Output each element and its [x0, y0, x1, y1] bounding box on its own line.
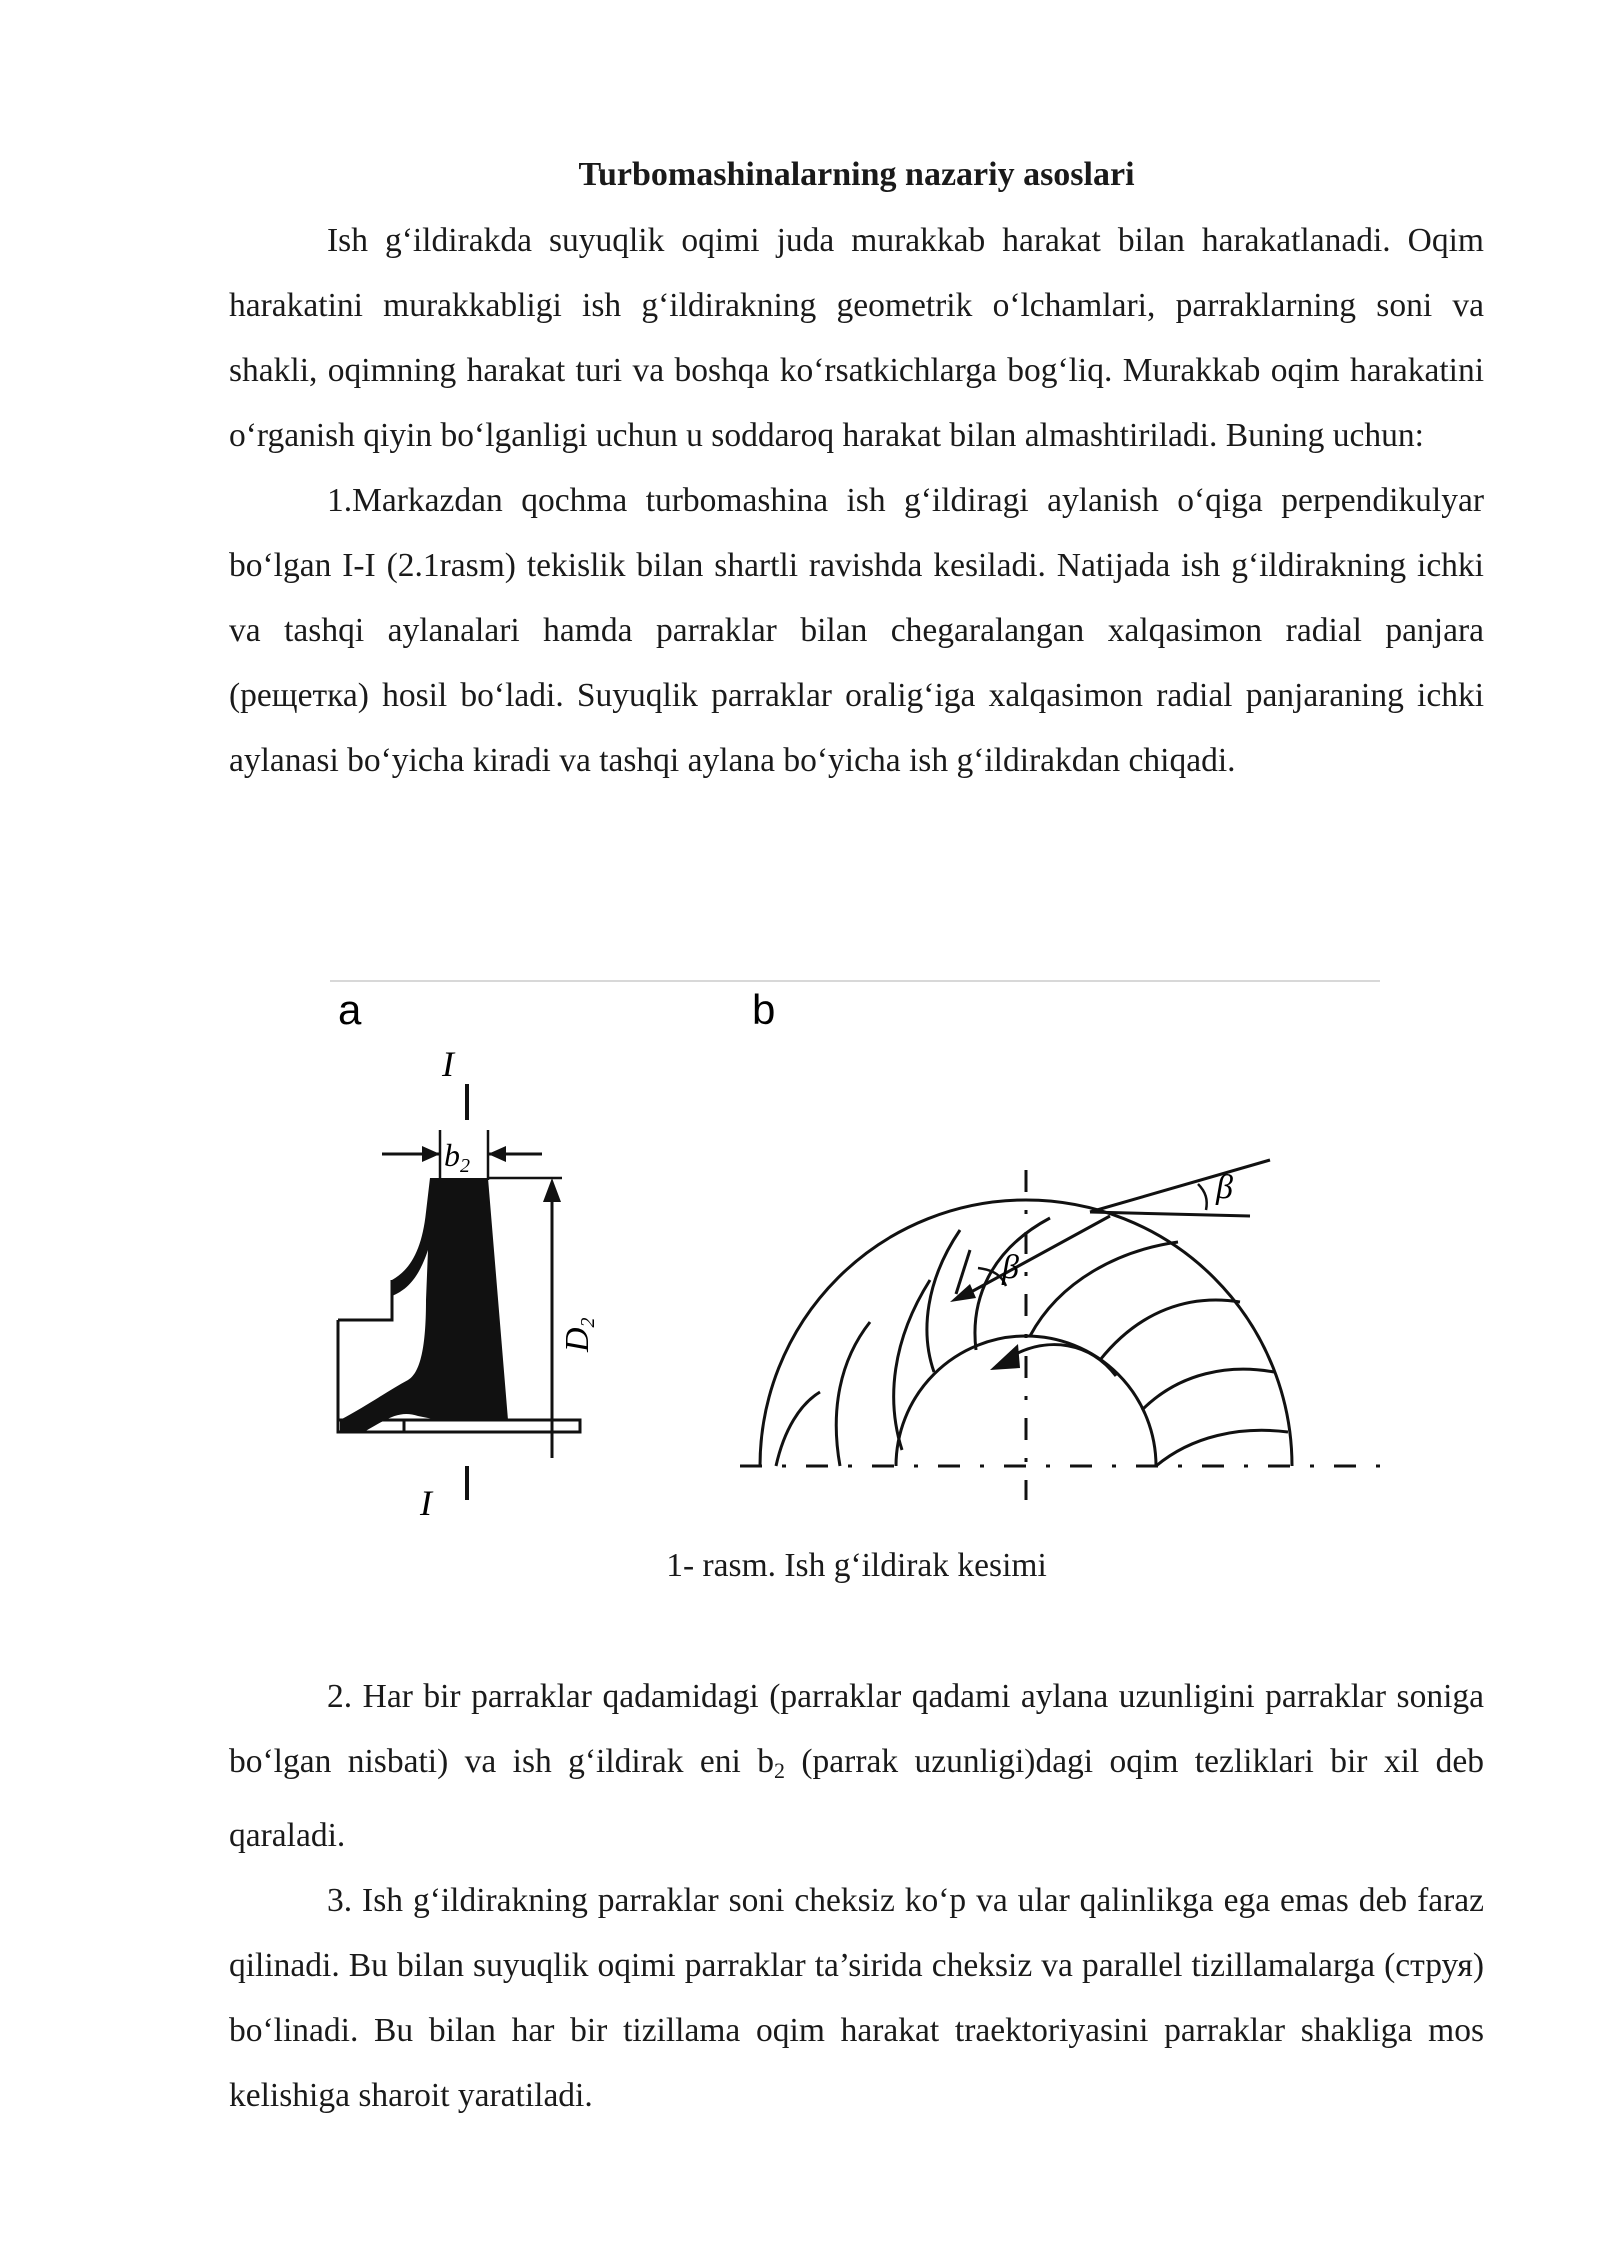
blade	[836, 1322, 870, 1466]
panel-a-label: a	[338, 986, 362, 1033]
hub-step	[338, 1280, 392, 1320]
lower-text	[229, 1664, 1484, 2128]
inlet-velocity-arrowhead	[950, 1284, 976, 1302]
width-arrowhead-right	[488, 1146, 506, 1162]
paragraph-step-2-text-end: (parrak uzunligi)dagi oqim tezliklari bir xil deb qaraladi.	[229, 1743, 1484, 1854]
panel-a	[338, 986, 599, 1523]
width-label: b2	[444, 1137, 470, 1177]
paragraph-step-2-text: 2. Har bir parraklar qadamidagi (parraklar qadami aylana uzunligini parraklar soniga bo‘lgan nisbati) va ish g‘ildirak eni b	[229, 1678, 1484, 1780]
diameter-label: D2	[559, 1317, 599, 1352]
figure-caption: 1- rasm. Ish g‘ildirak kesimi	[666, 1547, 1047, 1584]
angle-label-inner: β	[1002, 1249, 1019, 1286]
blade	[1142, 1369, 1274, 1410]
impeller-shaft-strip	[404, 1420, 580, 1432]
blade-cascade	[776, 1218, 1288, 1466]
paragraph-step-1: 1.Markazdan qochma turbomashina ish g‘ildiragi aylanish o‘qiga perpendikulyar bo‘lgan I-I (2.1rasm) tekislik bilan shartli ravishda kesiladi. Natijada ish g‘ildirakning ichki va tashqi aylanalari hamda parraklar bilan chegaralangan xalqasimon radial panjara (рещетка) hosil bo‘ladi. Suyuqlik parraklar oralig‘iga xalqasimon radial panjaraning ichki aylanasi bo‘yicha kiradi va tashqi aylana bo‘yicha ish g‘ildirakdan chiqadi.	[229, 482, 1484, 779]
blade	[894, 1280, 930, 1450]
paragraph-intro: Ish g‘ildirakda suyuqlik oqimi juda murakkab harakat bilan harakatlanadi. Oqim harakatini murakkabligi ish g‘ildirakning geometrik o‘lchamlari, parraklarning soni va shakli, oqimning harakat turi va boshqa ko‘rsatkichlarga bog‘liq. Murakkab oqim harakatini o‘rganish qiyin bo‘lganligi uchun u soddaroq harakat bilan almashtiriladi. Buning uchun:	[229, 222, 1484, 454]
blade	[1100, 1300, 1240, 1360]
rotation-arrow	[1012, 1345, 1116, 1376]
outlet-tangent	[1090, 1160, 1270, 1212]
rotation-arrowhead	[990, 1344, 1020, 1370]
inner-circle	[896, 1336, 1156, 1466]
impeller-figure	[330, 980, 1382, 1540]
blade	[1030, 1242, 1178, 1336]
subscript: 2	[773, 1758, 785, 1783]
angle-label-outer: β	[1216, 1169, 1233, 1206]
blade	[1156, 1430, 1288, 1466]
paragraph-step-3: 3. Ish g‘ildirakning parraklar soni cheksiz ko‘p va ular qalinlikga ega emas deb faraz qilinadi. Bu bilan suyuqlik oqimi parraklar ta’sirida cheksiz va parallel tizillamalarga (струя) bo‘linadi. Bu bilan har bir tizillama oqim harakat traektoriyasini parraklar shakliga mos kelishiga sharoit yaratiladi.	[229, 1882, 1484, 2114]
impeller-blade-section	[340, 1178, 508, 1432]
intro-text	[229, 208, 1484, 793]
outlet-angle-arc	[1198, 1184, 1207, 1210]
diameter-arrowhead	[543, 1178, 561, 1202]
paragraph-step-2	[229, 1664, 1484, 1868]
width-arrowhead-left	[422, 1146, 440, 1162]
page-title: Turbomashinalarning nazariy asoslari	[578, 156, 1135, 193]
blade	[776, 1392, 820, 1466]
section-mark-top: I	[442, 1044, 454, 1084]
section-mark-bottom: I	[420, 1483, 432, 1523]
panel-b	[740, 986, 1380, 1500]
panel-b-label: b	[752, 986, 776, 1033]
